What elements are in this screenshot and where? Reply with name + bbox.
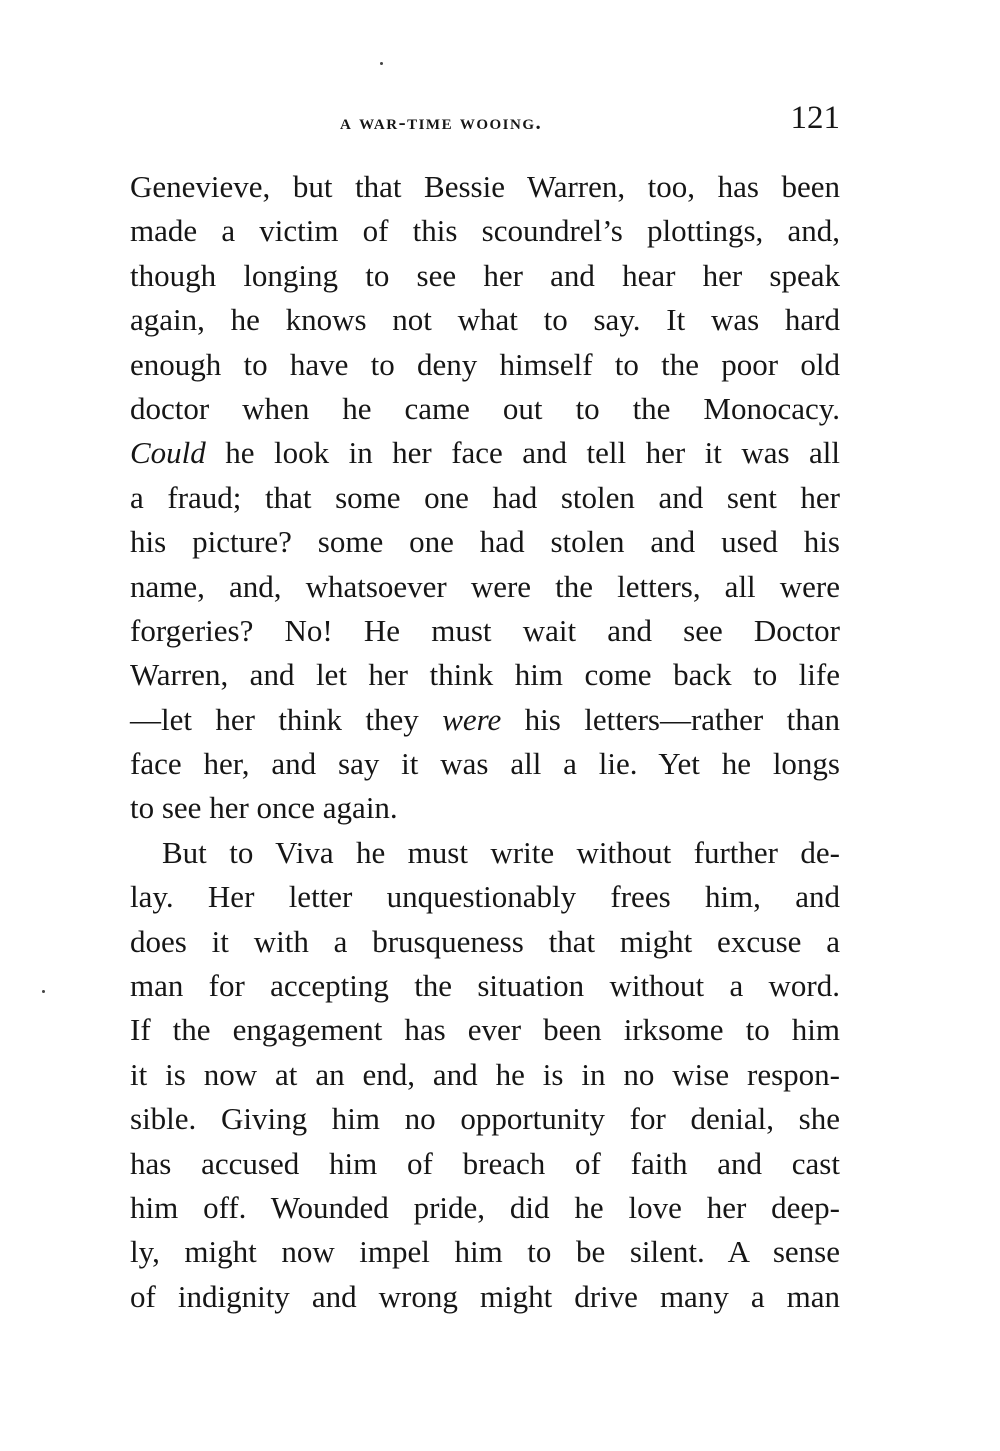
text-segment: to see her once again.: [130, 790, 398, 826]
text-line: [130, 254, 840, 298]
text-line: [130, 609, 840, 653]
text-segment: him off. Wounded pride, did he love her deep-: [130, 1189, 840, 1225]
text-line: [130, 431, 840, 475]
text-line: [130, 343, 840, 387]
text-line: [130, 831, 840, 875]
text-line: [130, 1097, 840, 1141]
text-segment: doctor when he came out to the Monocacy.: [130, 390, 840, 426]
paragraph: [130, 831, 840, 1319]
text-segment: name, and, whatsoever were the letters, all were: [130, 568, 840, 604]
text-line: [130, 476, 840, 520]
text-segment: —let her think they: [130, 701, 443, 737]
text-line: [130, 298, 840, 342]
text-line: [130, 964, 840, 1008]
text-segment: does it with a brusqueness that might excuse a: [130, 923, 840, 959]
text-line: [130, 520, 840, 564]
text-line: [130, 565, 840, 609]
text-segment: face her, and say it was all a lie. Yet he longs: [130, 746, 840, 782]
text-line: [130, 1186, 840, 1230]
text-line: [130, 1230, 840, 1274]
text-segment: man for accepting the situation without a word.: [130, 968, 840, 1004]
text-segment: lay. Her letter unquestionably frees him, and: [130, 879, 840, 915]
text-segment: his picture? some one had stolen and used his: [130, 524, 840, 560]
text-line: [130, 875, 840, 919]
body-text: [130, 165, 840, 1319]
paper-speck: [42, 990, 45, 993]
text-segment: it is now at an end, and he is in no wise respon-: [130, 1056, 840, 1092]
text-segment: a fraud; that some one had stolen and sent her: [130, 479, 840, 515]
text-segment: he look in her face and tell her it was all: [205, 435, 840, 471]
text-segment: though longing to see her and hear her speak: [130, 257, 840, 293]
text-line: [130, 653, 840, 697]
text-line: [130, 1142, 840, 1186]
text-segment: enough to have to deny himself to the poor old: [130, 346, 840, 382]
running-title: a war-time wooing.: [340, 110, 543, 134]
paper-speck: [380, 62, 383, 65]
text-line: [130, 698, 840, 742]
text-segment: has accused him of breach of faith and cast: [130, 1145, 840, 1181]
text-line: [130, 1275, 840, 1319]
text-segment: of indignity and wrong might drive many a man: [130, 1278, 840, 1314]
text-segment: Genevieve, but that Bessie Warren, too, has been: [130, 169, 840, 204]
text-line: [130, 165, 840, 209]
running-head: [130, 100, 840, 140]
page-number: 121: [790, 100, 840, 136]
paragraph: [130, 165, 840, 831]
text-line: [130, 786, 840, 830]
text-segment: If the engagement has ever been irksome to him: [130, 1012, 840, 1048]
text-line: [130, 209, 840, 253]
text-segment: his letters—rather than: [501, 701, 840, 737]
text-segment: But to Viva he must write without further de-: [162, 834, 840, 870]
text-segment: made a victim of this scoundrel’s plottings, and,: [130, 213, 840, 249]
text-segment: ly, might now impel him to be silent. A sense: [130, 1234, 840, 1270]
text-line: [130, 1008, 840, 1052]
text-segment: Warren, and let her think him come back to life: [130, 657, 840, 693]
text-segment: again, he knows not what to say. It was hard: [130, 302, 840, 338]
italic-text: Could: [130, 435, 206, 471]
text-line: [130, 1053, 840, 1097]
text-segment: sible. Giving him no opportunity for denial, she: [130, 1101, 840, 1137]
text-line: [130, 920, 840, 964]
italic-text: were: [442, 701, 502, 737]
text-line: [130, 742, 840, 786]
text-line: [130, 387, 840, 431]
text-segment: forgeries? No! He must wait and see Doctor: [130, 612, 840, 648]
